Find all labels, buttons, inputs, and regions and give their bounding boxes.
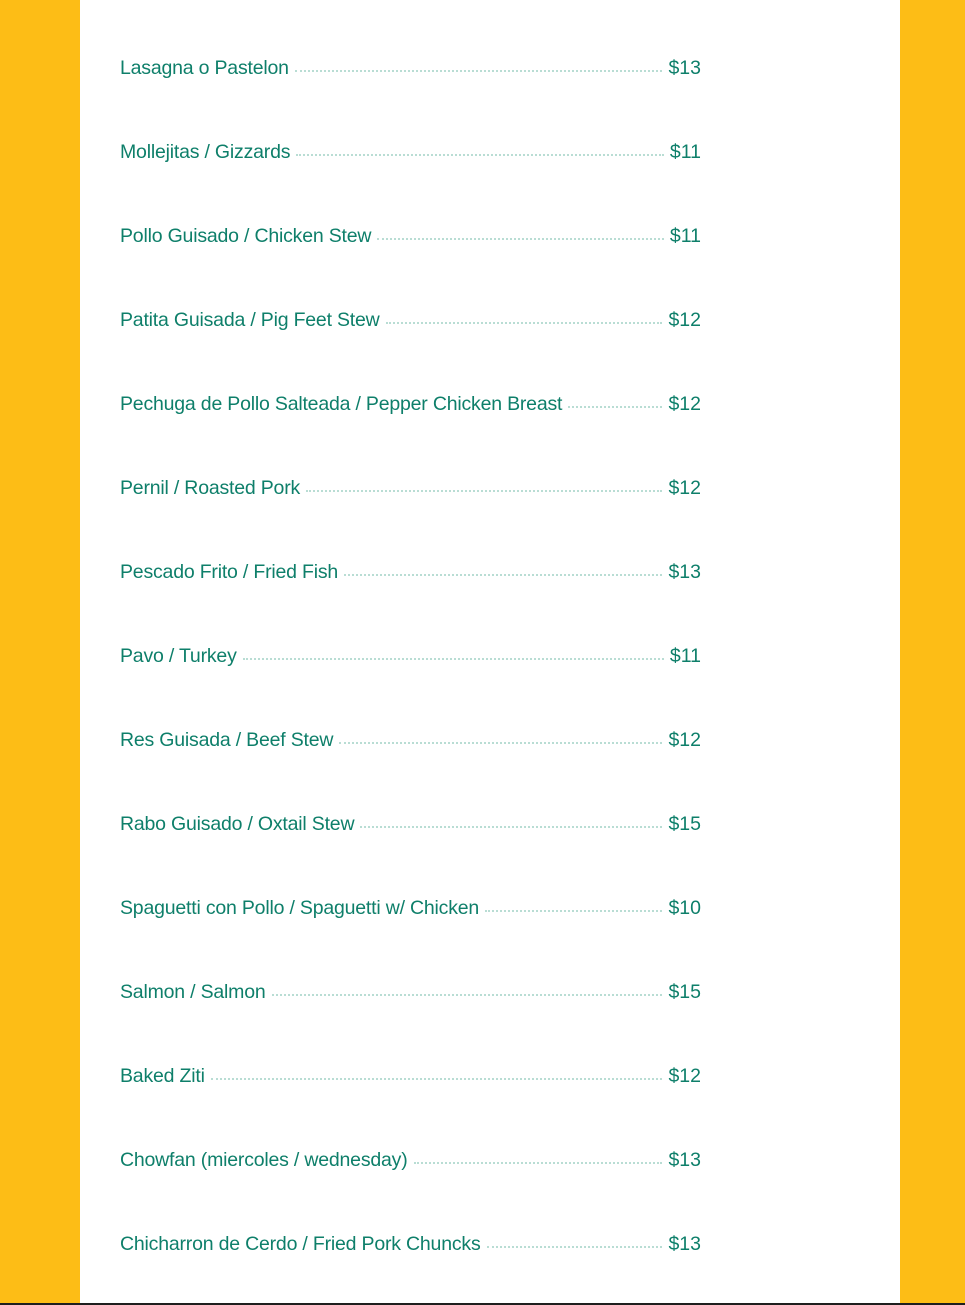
menu-item	[120, 584, 701, 668]
menu-item-name: Rabo Guisado / Oxtail Stew	[120, 813, 355, 835]
dotted-leader	[339, 742, 662, 744]
dotted-leader	[211, 1078, 663, 1080]
menu-item-price: $12	[668, 393, 701, 415]
menu-item-price: $15	[668, 813, 701, 835]
menu-item	[120, 920, 701, 1004]
menu-item-price: $12	[668, 1065, 701, 1087]
menu-item-price: $12	[668, 477, 701, 499]
menu-item	[120, 56, 701, 80]
dotted-leader	[243, 658, 664, 660]
menu-item-name: Res Guisada / Beef Stew	[120, 729, 334, 751]
menu-list	[120, 56, 701, 1256]
dotted-leader	[386, 322, 663, 324]
menu-item-price: $11	[669, 645, 701, 667]
menu-item-price: $10	[668, 897, 701, 919]
dotted-leader	[485, 910, 662, 912]
dotted-leader	[487, 1246, 663, 1248]
menu-item-price: $12	[668, 729, 701, 751]
menu-item-price: $15	[668, 981, 701, 1003]
menu-item	[120, 836, 701, 920]
menu-item-name: Pernil / Roasted Pork	[120, 477, 301, 499]
menu-item-name: Chowfan (miercoles / wednesday)	[120, 1149, 408, 1171]
menu-item	[120, 752, 701, 836]
menu-item-price: $13	[668, 1233, 701, 1255]
menu-item	[120, 1088, 701, 1172]
menu-item-name: Lasagna o Pastelon	[120, 57, 289, 79]
dotted-leader	[568, 406, 662, 408]
menu-item-name: Patita Guisada / Pig Feet Stew	[120, 309, 380, 331]
dotted-leader	[414, 1162, 663, 1164]
menu-item	[120, 1004, 701, 1088]
dotted-leader	[295, 70, 663, 72]
menu-item	[120, 164, 701, 248]
menu-item	[120, 500, 701, 584]
dotted-leader	[377, 238, 664, 240]
menu-item	[120, 248, 701, 332]
menu-item-name: Salmon / Salmon	[120, 981, 266, 1003]
menu-item-name: Baked Ziti	[120, 1065, 205, 1087]
menu-item-name: Pollo Guisado / Chicken Stew	[120, 225, 372, 247]
dotted-leader	[344, 574, 662, 576]
menu-item	[120, 416, 701, 500]
menu-item-price: $12	[668, 309, 701, 331]
dotted-leader	[306, 490, 662, 492]
menu-item-name: Chicharron de Cerdo / Fried Pork Chuncks	[120, 1233, 481, 1255]
menu-item-price: $13	[668, 1149, 701, 1171]
dotted-leader	[296, 154, 664, 156]
menu-item-price: $13	[668, 57, 701, 79]
menu-item-name: Pavo / Turkey	[120, 645, 237, 667]
menu-item	[120, 668, 701, 752]
menu-item-name: Mollejitas / Gizzards	[120, 141, 291, 163]
menu-item-price: $11	[669, 225, 701, 247]
menu-item-name: Spaguetti con Pollo / Spaguetti w/ Chicken	[120, 897, 480, 919]
menu-item-price: $11	[669, 141, 701, 163]
dotted-leader	[272, 994, 663, 996]
menu-item-name: Pechuga de Pollo Salteada / Pepper Chicken Breast	[120, 393, 563, 415]
menu-item	[120, 80, 701, 164]
menu-item	[120, 1172, 701, 1256]
dotted-leader	[360, 826, 662, 828]
menu-item-price: $13	[668, 561, 701, 583]
menu-item	[120, 332, 701, 416]
menu-item-name: Pescado Frito / Fried Fish	[120, 561, 339, 583]
